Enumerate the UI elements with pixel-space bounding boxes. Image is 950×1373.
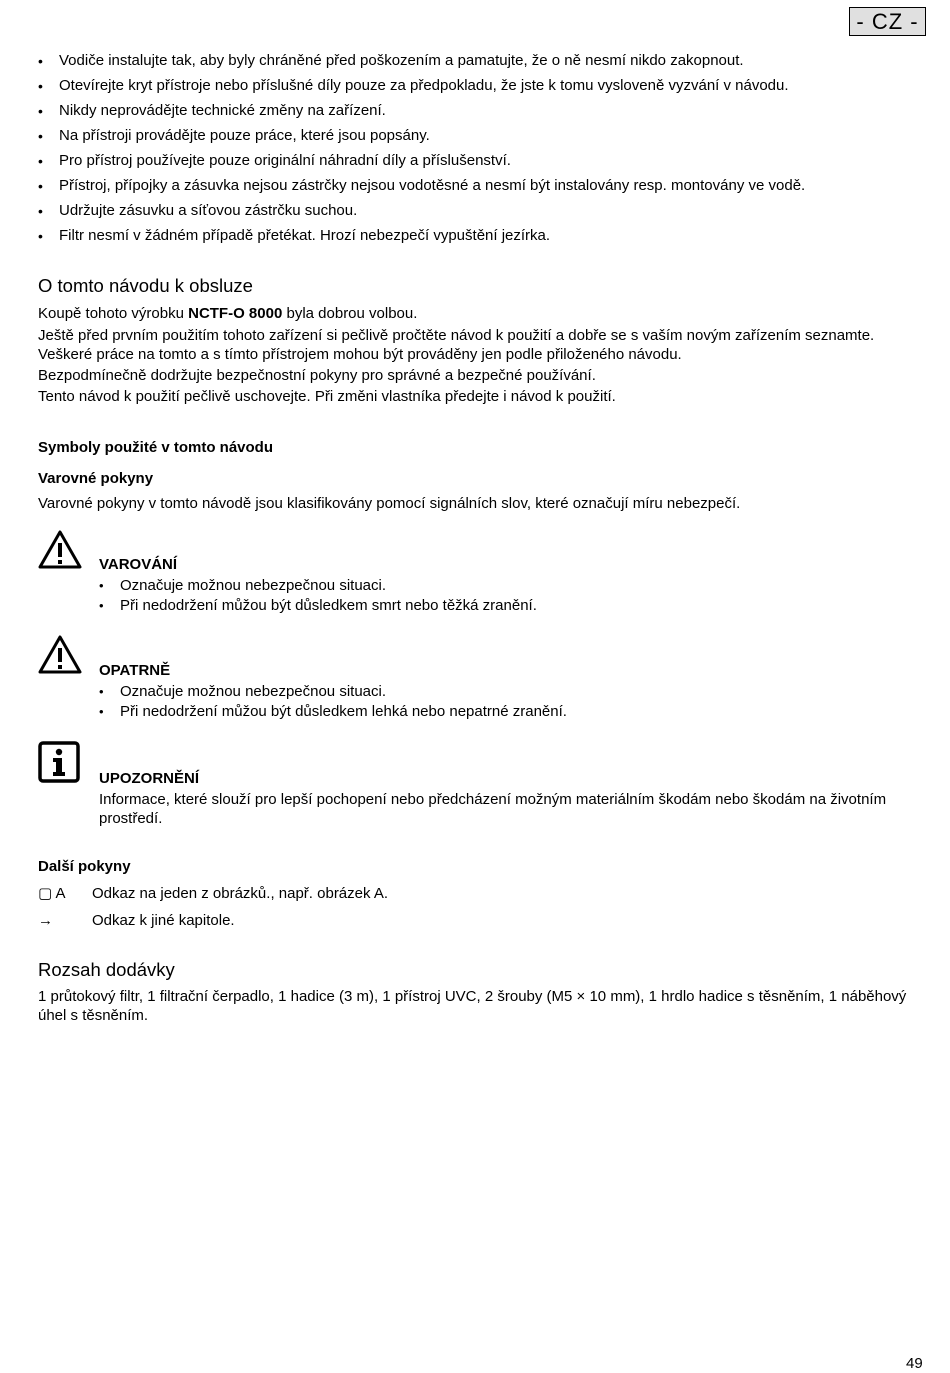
- notice-block: [99, 769, 929, 828]
- list-item: • Udržujte zásuvku a síťovou zástrčku suchou.: [38, 202, 918, 227]
- chapter-reference-text: Odkaz k jiné kapitole.: [92, 912, 235, 929]
- list-item: • Pro přístroj používejte pouze originální náhradní díly a příslušenství.: [38, 152, 918, 177]
- list-item: • Při nedodržení můžou být důsledkem smrt nebo těžká zranění.: [99, 596, 929, 616]
- purchase-line: [38, 304, 928, 323]
- warnings-intro: Varovné pokyny v tomto návodě jsou klasifikovány pomocí signálních slov, které označují míru nebezpečí.: [38, 495, 741, 512]
- list-item: • Označuje možnou nebezpečnou situaci.: [99, 576, 929, 596]
- notice-title: UPOZORNĚNÍ: [99, 770, 200, 787]
- about-heading: O tomto návodu k obsluze: [38, 275, 253, 296]
- purchase-text: Koupě tohoto výrobku: [38, 305, 189, 322]
- warning-triangle-icon: [38, 530, 82, 570]
- figure-reference-symbol: ▢ A: [38, 885, 66, 902]
- list-item: • Otevírejte kryt přístroje nebo příslušné díly pouze za předpokladu, že jste k tomu vysloveně vyzvání v návodu.: [38, 77, 918, 102]
- list-item: • Přístroj, přípojky a zásuvka nejsou zástrčky nejsou vodotěsné a nesmí být instalovány resp. montovány ve vodě.: [38, 177, 918, 202]
- warning-title: VAROVÁNÍ: [99, 556, 178, 573]
- other-notes-heading: Další pokyny: [38, 858, 131, 875]
- list-item: • Označuje možnou nebezpečnou situaci.: [99, 682, 929, 702]
- page-number: 49: [906, 1355, 923, 1372]
- purchase-text-end: byla dobrou volbou.: [282, 305, 418, 322]
- arrow-right-icon: →: [38, 912, 53, 929]
- product-name: NCTF-O 8000: [188, 305, 283, 322]
- warnings-heading: Varovné pokyny: [38, 470, 154, 487]
- safety-notice-paragraph: Bezpodmínečně dodržujte bezpečnostní pokyny pro správné a bezpečné používání.: [38, 367, 596, 384]
- list-item: • Při nedodržení můžou být důsledkem lehká nebo nepatrné zranění.: [99, 702, 929, 722]
- language-tab: - CZ -: [849, 7, 926, 36]
- warning-block: [99, 555, 929, 616]
- list-item: • Na přístroji provádějte pouze práce, které jsou popsány.: [38, 127, 918, 152]
- caution-list: [99, 682, 929, 722]
- about-intro: [38, 304, 928, 406]
- delivery-heading: Rozsah dodávky: [38, 959, 175, 980]
- warning-list: [99, 576, 929, 616]
- info-icon: [38, 741, 80, 783]
- symbols-heading: Symboly použité v tomto návodu: [38, 439, 274, 456]
- warning-triangle-icon: [38, 635, 82, 675]
- keep-manual-paragraph: Tento návod k použití pečlivě uschovejte. Při změni vlastníka předejte i návod k použití.: [38, 388, 616, 405]
- caution-title: OPATRNĚ: [99, 662, 171, 679]
- notice-text: Informace, které slouží pro lepší pochopení nebo předcházení možným materiálním škodám nebo škodám na životním prostředí.: [99, 791, 887, 827]
- delivery-text: 1 průtokový filtr, 1 filtrační čerpadlo, 1 hadice (3 m), 1 přístroj UVC, 2 šrouby (M5 × 10 mm), 1 hrdlo hadice s těsněním, 1 náběhový úhel s těsněním.: [38, 988, 907, 1024]
- list-item: • Filtr nesmí v žádném případě přetékat. Hrozí nebezpečí vypuštění jezírka.: [38, 227, 918, 252]
- safety-bullet-list: [38, 52, 918, 252]
- list-item: • Nikdy neprovádějte technické změny na zařízení.: [38, 102, 918, 127]
- list-item: • Vodiče instalujte tak, aby byly chráněné před poškozením a pamatujte, že o ně nesmí nikdo zakopnout.: [38, 52, 918, 77]
- figure-reference-text: Odkaz na jeden z obrázků., např. obrázek A.: [92, 885, 389, 902]
- caution-block: [99, 661, 929, 722]
- read-instructions-paragraph: Ještě před prvním použitím tohoto zařízení si pečlivě pročtěte návod k použití a dobře se s vaším novým zařízením seznamte. Veškeré práce na tomto a s tímto přístrojem mohou být prováděny jen podle přiloženého návodu.: [38, 327, 875, 363]
